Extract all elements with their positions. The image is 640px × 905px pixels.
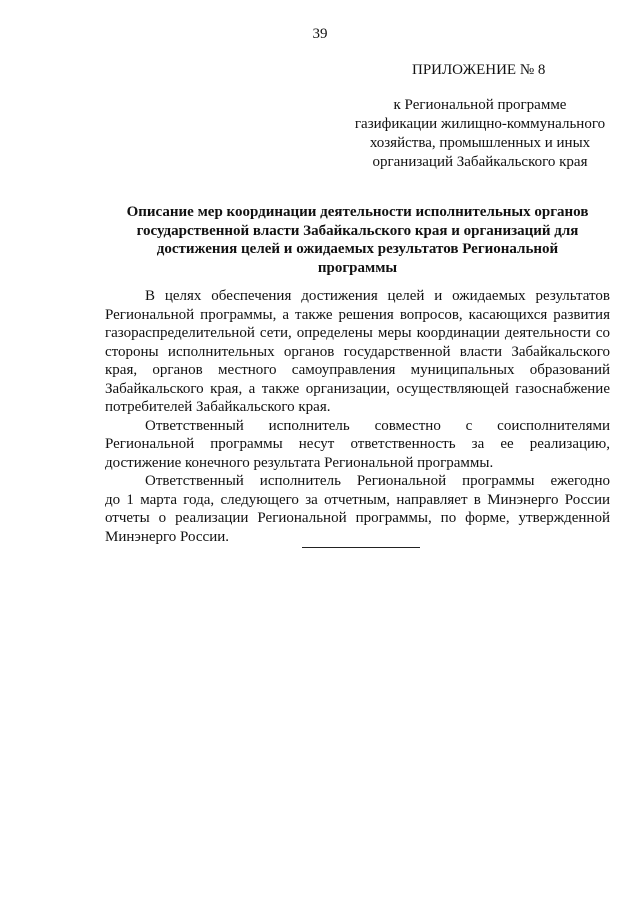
paragraph-coordination-measures xyxy=(105,287,610,417)
paragraph-line: Минэнерго России. xyxy=(105,528,230,545)
paragraph-line: Ответственный исполнитель совместно с соисполнителями xyxy=(145,417,610,434)
paragraph-line: газораспределительной сети, определены меры координации деятельности со xyxy=(105,325,610,341)
paragraph-line: В целях обеспечения достижения целей и ожидаемых результатов xyxy=(145,288,610,304)
document-title-line: государственной власти Забайкальского края и организаций для xyxy=(136,222,579,239)
paragraph-line: Забайкальского края, а также организации, осуществляющей газоснабжение xyxy=(105,380,610,397)
appendix-title: ПРИЛОЖЕНИЕ № 8 xyxy=(412,62,546,78)
document-title-line: достижения целей и ожидаемых результатов Региональной xyxy=(156,241,559,257)
document-title-line: программы xyxy=(317,259,398,276)
paragraph-reporting xyxy=(105,472,610,546)
document-title-line: Описание мер координации деятельности исполнительных органов xyxy=(126,204,589,220)
paragraph-line: потребителей Забайкальского края. xyxy=(105,399,331,415)
paragraph-line: достижение конечного результата Региональной программы. xyxy=(105,454,494,471)
document-title xyxy=(105,203,610,277)
paragraph-line: Региональной программы несут ответственность за ее реализацию, xyxy=(105,436,610,452)
appendix-reference-line: к Региональной программе xyxy=(393,97,567,113)
appendix-reference xyxy=(330,96,630,172)
paragraph-line: Региональной программы, а также решения вопросов, касающихся развития xyxy=(105,306,610,323)
paragraph-line: до 1 марта года, следующего за отчетным, направляет в Минэнерго России xyxy=(105,491,610,508)
end-divider xyxy=(302,547,420,548)
appendix-reference-line: организаций Забайкальского края xyxy=(372,154,588,170)
paragraph-responsibility xyxy=(105,417,610,473)
body-text xyxy=(105,287,610,546)
appendix-reference-line: хозяйства, промышленных и иных xyxy=(369,135,591,151)
page-number: 39 xyxy=(312,26,328,42)
paragraph-line: отчеты о реализации Региональной программы, по форме, утвержденной xyxy=(105,510,610,526)
paragraph-line: стороны исполнительных органов государственной власти Забайкальского xyxy=(105,343,610,360)
paragraph-line: Ответственный исполнитель Региональной программы ежегодно xyxy=(145,473,610,489)
appendix-reference-line: газификации жилищно-коммунального xyxy=(354,116,606,132)
paragraph-line: края, органов местного самоуправления муниципальных образований xyxy=(105,362,610,378)
